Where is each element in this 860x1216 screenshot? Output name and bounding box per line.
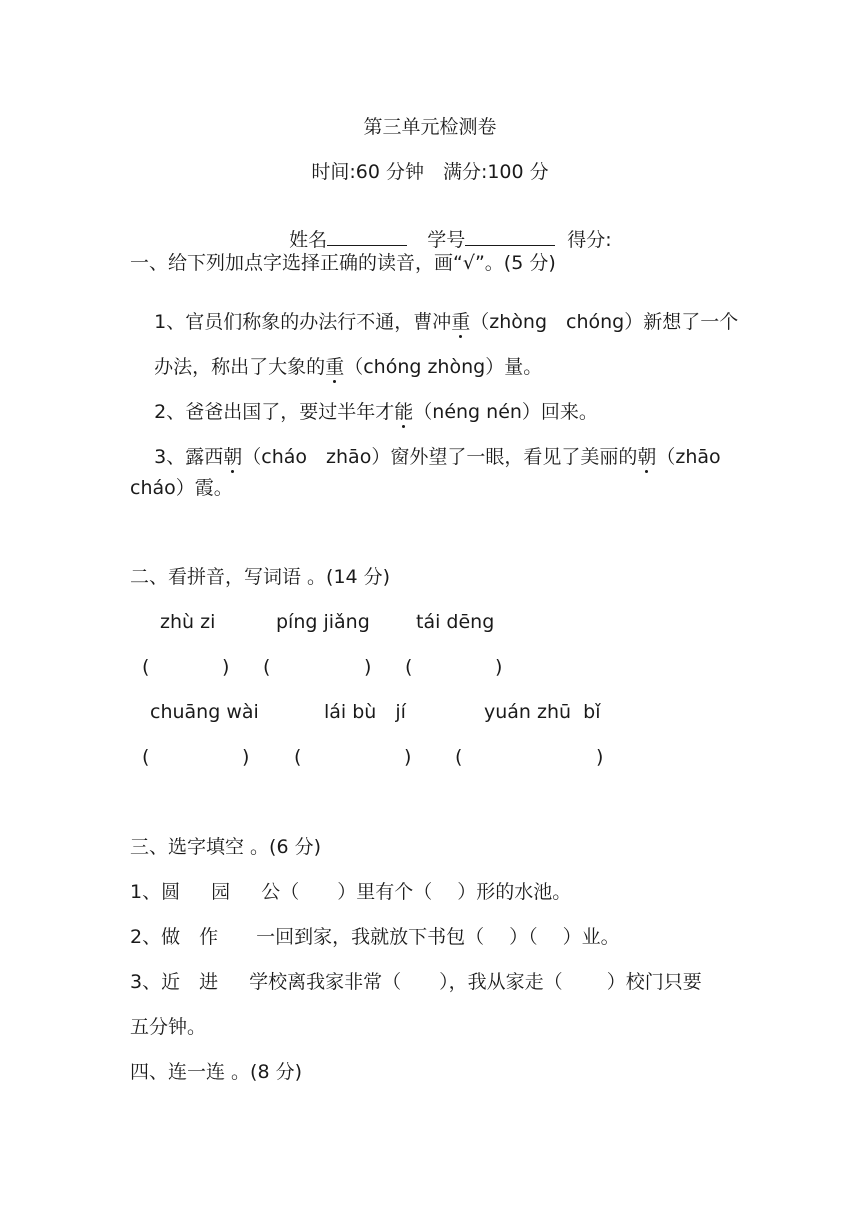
answer-paren-close: ) [222,656,230,678]
section4-heading: 四、连一连 。(8 分) [130,1061,302,1083]
id-blank[interactable] [465,227,555,246]
answer-paren-open: ( [142,746,150,768]
section2-heading: 二、看拼音，写词语 。(14 分) [130,566,391,588]
section1-question1-line2: 办法，称出了大象的重（chóng zhòng）量。 [154,356,543,378]
answer-paren-open: ( [263,656,271,678]
dotted-character: 重 [451,311,471,333]
pinyin-item: zhù zi [160,611,216,633]
answer-paren-open: ( [294,746,302,768]
section3-question2: 2、做 作 一回到家，我就放下书包（ ）（ ）业。 [130,926,620,948]
section1-question3-line2: cháo）霞。 [130,477,233,499]
answer-paren-close: ) [404,746,412,768]
section3-question3-line2: 五分钟。 [130,1016,207,1038]
answer-paren-close: ) [596,746,604,768]
answer-paren-close: ) [495,656,503,678]
pinyin-item: píng jiǎng [276,611,370,633]
answer-paren-open: ( [455,746,463,768]
section3-question1: 1、圆 园 公（ ）里有个（ ）形的水池。 [130,881,572,903]
dotted-character: 能 [394,401,414,423]
answer-paren-close: ) [364,656,372,678]
answer-paren-open: ( [405,656,413,678]
section1-question3-line1: 3、露西朝（cháo zhāo）窗外望了一眼，看见了美丽的朝（zhāo [154,446,721,468]
time-score-info: 时间:60 分钟 满分:100 分 [311,161,549,183]
page-title: 第三单元检测卷 [363,116,497,138]
name-blank[interactable] [327,227,407,246]
dotted-character: 朝 [637,446,657,468]
dotted-character: 朝 [223,446,243,468]
answer-paren-open: ( [142,656,150,678]
pinyin-item: lái bù jí [324,701,406,723]
id-label: 学号 [427,229,466,251]
pinyin-item: chuāng wài [150,701,259,723]
section1-question2: 2、爸爸出国了，要过半年才能（néng nén）回来。 [154,401,598,423]
section1-heading: 一、给下列加点字选择正确的读音，画“√”。(5 分) [130,252,556,274]
section1-question1-line1: 1、官员们称象的办法行不通，曹冲重（zhòng chóng）新想了一个 [154,311,739,333]
pinyin-item: tái dēng [416,611,495,633]
pinyin-item: yuán zhū bǐ [484,701,601,723]
section3-heading: 三、选字填空 。(6 分) [130,836,321,858]
score-label: 得分: [567,229,612,251]
name-label: 姓名 [289,229,328,251]
dotted-character: 重 [325,356,345,378]
answer-paren-close: ) [242,746,250,768]
section3-question3-line1: 3、近 进 学校离我家非常（ ），我从家走（ ）校门只要 [130,971,702,993]
